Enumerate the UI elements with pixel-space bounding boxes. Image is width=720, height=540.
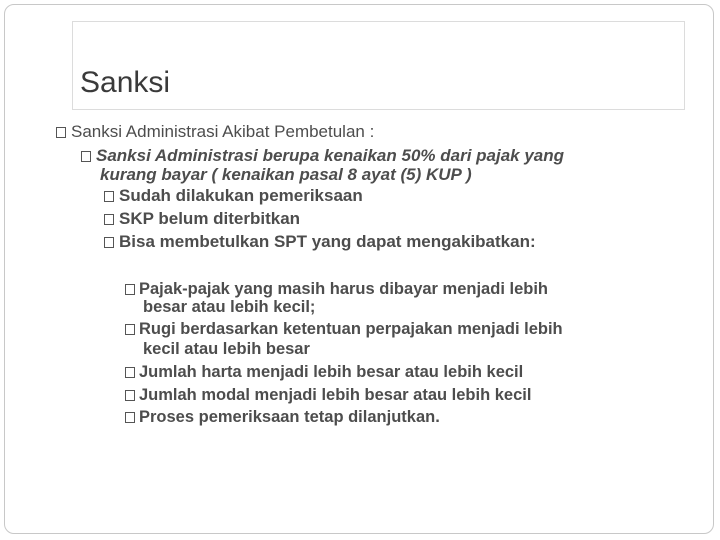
bullet-level2 [81, 146, 564, 166]
bullet-box-icon [125, 412, 135, 423]
bullet-level3 [104, 232, 536, 252]
bullet-text: Bisa membetulkan SPT yang dapat mengakibatkan: [119, 232, 536, 251]
bullet-level4 [125, 386, 531, 405]
bullet-text: Sudah dilakukan pemeriksaan [119, 186, 363, 205]
bullet-box-icon [125, 367, 135, 378]
bullet-text: Jumlah harta menjadi lebih besar atau lebih kecil [139, 363, 524, 381]
bullet-text: Proses pemeriksaan tetap dilanjutkan. [139, 408, 440, 426]
bullet-level4 [125, 280, 548, 299]
bullet-box-icon [104, 237, 114, 248]
slide-title: Sanksi [80, 66, 171, 99]
bullet-text: Pajak-pajak yang masih harus dibayar menjadi lebih [139, 280, 548, 298]
bullet-text: Sanksi Administrasi berupa kenaikan 50% dari pajak yang [96, 146, 565, 165]
bullet-text: Sanksi Administrasi Akibat Pembetulan : [71, 122, 375, 141]
bullet-box-icon [104, 191, 114, 202]
bullet-level4 [125, 363, 523, 382]
bullet-level1 [56, 122, 374, 142]
bullet-box-icon [125, 284, 135, 295]
bullet-level4-continuation: besar atau lebih kecil; [143, 298, 316, 316]
bullet-box-icon [125, 390, 135, 401]
bullet-level3 [104, 186, 363, 206]
bullet-text: Jumlah modal menjadi lebih besar atau lebih kecil [139, 386, 532, 404]
bullet-level4-continuation: kecil atau lebih besar [143, 340, 310, 358]
bullet-box-icon [81, 151, 91, 162]
bullet-text: Rugi berdasarkan ketentuan perpajakan menjadi lebih [139, 320, 563, 338]
bullet-text: SKP belum diterbitkan [119, 209, 301, 228]
bullet-box-icon [56, 127, 66, 138]
bullet-level4 [125, 408, 440, 427]
bullet-box-icon [125, 324, 135, 335]
bullet-box-icon [104, 214, 114, 225]
bullet-level4 [125, 320, 563, 339]
bullet-level3 [104, 209, 300, 229]
bullet-level2-continuation: kurang bayar ( kenaikan pasal 8 ayat (5) KUP ) [100, 165, 472, 184]
